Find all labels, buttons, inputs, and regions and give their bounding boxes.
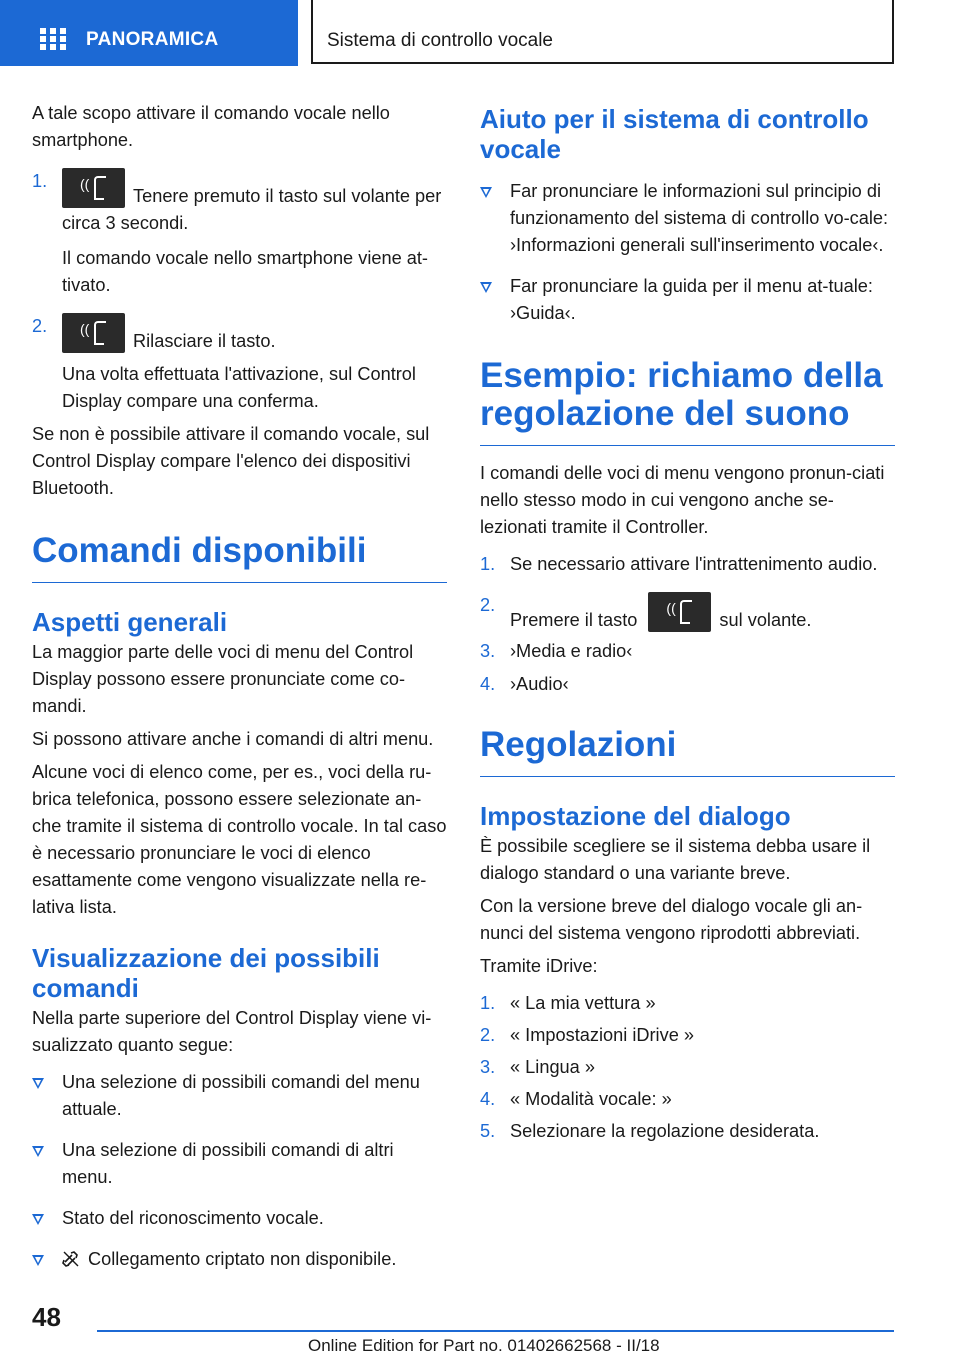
step-text: Tenere premuto il tasto sul volante per circa 3 secondi. [62,186,442,233]
bullet-text: Una selezione di possibili comandi di altri menu. [62,1140,394,1187]
footer-divider [97,1330,894,1332]
step-text: Rilasciare il tasto. [133,331,276,351]
step-number: 5. [480,1121,496,1141]
heading-impostazione: Impostazione del dialogo [480,801,791,831]
intro-text: A tale scopo attivare il comando vocale nello smartphone. [32,103,390,150]
step-number: 4. [480,674,496,694]
chapter-title-box [311,0,894,64]
voice-button-icon: (( [62,313,125,353]
list-item [32,1069,447,1123]
aspetti-text-1: La maggior parte delle voci di menu del Control Display possono essere pronunciate come co‐mandi. [32,642,414,716]
step-number: 1. [480,554,496,574]
left-column [32,100,447,1273]
voice-button-icon: (( [648,592,711,632]
page-number: 48 [32,1302,61,1332]
voice-button-icon: (( [62,168,125,208]
overview-tab-label: PANORAMICA [86,29,219,50]
heading-aspetti: Aspetti generali [32,607,228,637]
list-item [32,313,447,415]
bullet-triangle-icon [32,1146,44,1157]
step-number: 3. [480,641,496,661]
bullet-text: Collegamento criptato non disponibile. [88,1249,397,1269]
aiuto-bullets [480,178,895,327]
page-header [0,0,960,66]
bullet-triangle-icon [32,1078,44,1089]
step-note: Una volta effettuata l'attivazione, sul Control Display compare una conferma. [62,364,416,411]
esempio-text: I comandi delle voci di menu vengono pronun‐ciati nello stesso modo in cui vengono anche se‐lezionati tramite il Controller. [480,463,885,537]
step-number: 2. [32,316,48,336]
list-item [32,168,447,299]
activation-steps [32,168,447,415]
step-number: 1. [32,171,48,191]
step-number: 1. [480,993,496,1013]
heading-visualizzazione: Visualizzazione dei possibili comandi [32,943,380,1003]
step-text: Premere il tasto [510,610,638,630]
esempio-steps [480,551,895,698]
list-item [32,1137,447,1191]
list-item [480,592,895,634]
impostazione-text-2: Con la versione breve del dialogo vocale gli an‐nunci del sistema vengono riprodotti abbreviati. [480,896,863,943]
step-text: « La mia vettura » [510,993,656,1013]
heading-regolazioni: Regolazioni [480,726,895,777]
impostazione-steps [480,990,895,1145]
list-item [480,990,895,1017]
step-number: 2. [480,1025,496,1045]
grid-icon [40,28,66,50]
step-text: Selezionare la regolazione desiderata. [510,1121,820,1141]
step-number: 3. [480,1057,496,1077]
step-text: sul volante. [719,610,812,630]
heading-esempio: Esempio: richiamo della regolazione del suono [480,357,895,446]
bullet-text: Una selezione di possibili comandi del menu attuale. [62,1072,420,1119]
impostazione-text-1: È possibile scegliere se il sistema debba usare il dialogo standard o una variante breve. [480,836,871,883]
list-item [480,1054,895,1081]
fail-text: Se non è possibile attivare il comando vocale, sul Control Display compare l'elenco dei dispositivi Bluetooth. [32,424,430,498]
list-item [480,551,895,578]
step-text: « Lingua » [510,1057,595,1077]
bullet-text: Far pronunciare la guida per il menu at‐tuale: ›Guida‹. [510,276,873,323]
aspetti-text-2: Si possono attivare anche i comandi di altri menu. [32,729,434,749]
heading-comandi: Comandi disponibili [32,532,447,583]
step-text: « Impostazioni iDrive » [510,1025,694,1045]
unencrypted-link-icon [62,1250,80,1268]
visual-text: Nella parte superiore del Control Display viene vi‐sualizzato quanto segue: [32,1008,432,1055]
step-text: ›Audio‹ [510,674,569,694]
step-text: Se necessario attivare l'intrattenimento audio. [510,554,878,574]
right-column [480,100,895,1145]
bullet-triangle-icon [480,187,492,198]
chapter-title: Sistema di controllo vocale [327,30,553,51]
list-item [480,273,895,327]
bullet-text: Stato del riconoscimento vocale. [62,1208,324,1228]
list-item [32,1246,447,1273]
step-number: 2. [480,595,496,615]
overview-tab[interactable] [0,0,298,66]
list-item [480,1022,895,1049]
list-item [480,1086,895,1113]
bullet-triangle-icon [480,282,492,293]
visual-bullets [32,1069,447,1273]
bullet-triangle-icon [32,1255,44,1266]
list-item [32,1205,447,1232]
bullet-triangle-icon [32,1214,44,1225]
step-text: « Modalità vocale: » [510,1089,672,1109]
list-item [480,1118,895,1145]
aspetti-text-3: Alcune voci di elenco come, per es., voci della ru‐brica telefonica, possono essere selezionate an‐che tramite il sistema di controllo vocale. In tal caso è necessario pronunciare le voci di elenco esattamente come vengono visualizzate nella re‐lativa lista. [32,762,447,917]
bullet-text: Far pronunciare le informazioni sul principio di funzionamento del sistema di controllo vo‐cale: ›Informazioni generali sull'inserimento vocale‹. [510,181,889,255]
step-note: Il comando vocale nello smartphone viene at‐tivato. [62,248,428,295]
list-item [480,671,895,698]
heading-aiuto: Aiuto per il sistema di controllo vocale [480,104,869,164]
impostazione-text-3: Tramite iDrive: [480,956,598,976]
step-text: ›Media e radio‹ [510,641,633,661]
step-number: 4. [480,1089,496,1109]
list-item [480,178,895,259]
list-item [480,638,895,665]
edition-text: Online Edition for Part no. 01402662568 - II/18 [308,1336,660,1355]
